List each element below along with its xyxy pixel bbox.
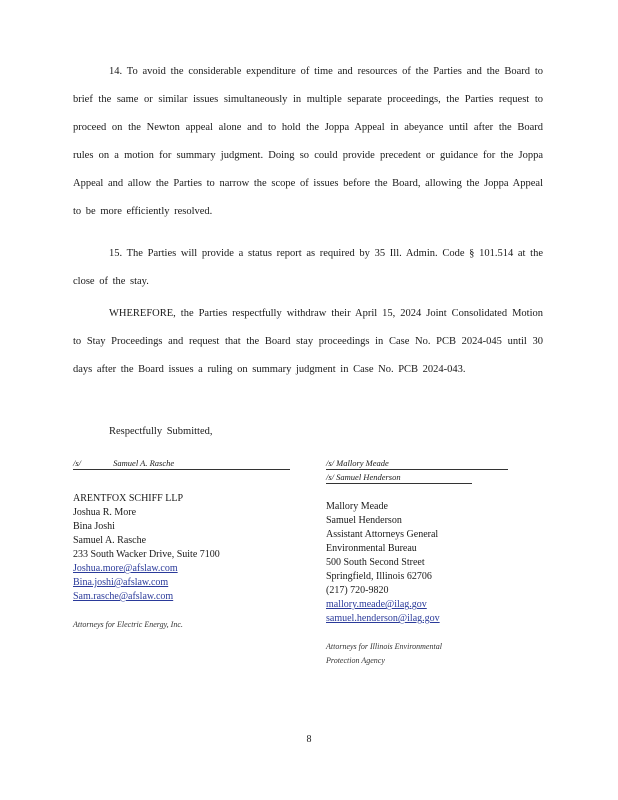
signature-name: Samuel A. Rasche: [113, 458, 175, 468]
attorney-title: Assistant Attorneys General: [326, 529, 439, 540]
attorney-name: Joshua R. More: [73, 507, 137, 518]
left-role-caption: Attorneys for Electric Energy, Inc.: [73, 620, 183, 629]
attorney-name: Samuel Henderson: [326, 515, 402, 526]
bureau-name: Environmental Bureau: [326, 543, 417, 554]
city-state-zip: Springfield, Illinois 62706: [326, 571, 432, 582]
email-link[interactable]: samuel.henderson@ilag.gov: [326, 613, 440, 624]
paragraph-14: 14. To avoid the considerable expenditure of time and resources of the Parties and the Board to brief the same or similar issues simultaneously in multiple separate proceedings, the Parties request to proceed on the Newton appeal alone and to hold the Joppa Appeal in abeyance until after the Board rules on a motion for summary judgment. Doing so could provide precedent or guidance for the Joppa Appeal and allow the Parties to narrow the scope of issues before the Board, allowing the Joppa Appeal to be more efficiently resolved.: [73, 66, 543, 217]
email-link[interactable]: Bina.joshi@afslaw.com: [73, 577, 169, 588]
email-link[interactable]: Sam.rasche@afslaw.com: [73, 591, 174, 602]
street-address: 233 South Wacker Drive, Suite 7100: [73, 549, 220, 560]
right-address-block: [326, 500, 440, 626]
left-address-block: [73, 492, 220, 604]
right-signature-line-2: /s/ Samuel Henderson: [326, 472, 472, 484]
attorney-name: Samuel A. Rasche: [73, 535, 147, 546]
right-role-caption: Attorneys for Illinois Environmental Protection Agency: [326, 642, 442, 665]
attorney-name: Mallory Meade: [326, 501, 388, 512]
signature-slash: /s/: [73, 458, 82, 468]
wherefore-paragraph: WHEREFORE, the Parties respectfully withdraw their April 15, 2024 Joint Consolidated Motion to Stay Proceedings and request that the Board stay proceedings in Case No. PCB 2024-045 until 30 days after the Board issues a ruling on summary judgment in Case No. PCB 2024-043.: [73, 308, 543, 375]
firm-name: ARENTFOX SCHIFF LLP: [73, 493, 184, 504]
closing-line: Respectfully Submitted,: [109, 426, 213, 437]
street-address: 500 South Second Street: [326, 557, 425, 568]
phone-number: (217) 720-9820: [326, 585, 389, 596]
paragraph-15: 15. The Parties will provide a status report as required by 35 Ill. Admin. Code § 101.514 at the close of the stay.: [73, 248, 543, 287]
left-signature-line: [73, 458, 290, 470]
email-link[interactable]: Joshua.more@afslaw.com: [73, 563, 178, 574]
page-number: 8: [306, 734, 312, 745]
right-signature-line-1: /s/ Mallory Meade: [326, 458, 508, 470]
email-link[interactable]: mallory.meade@ilag.gov: [326, 599, 427, 610]
attorney-name: Bina Joshi: [73, 521, 115, 532]
